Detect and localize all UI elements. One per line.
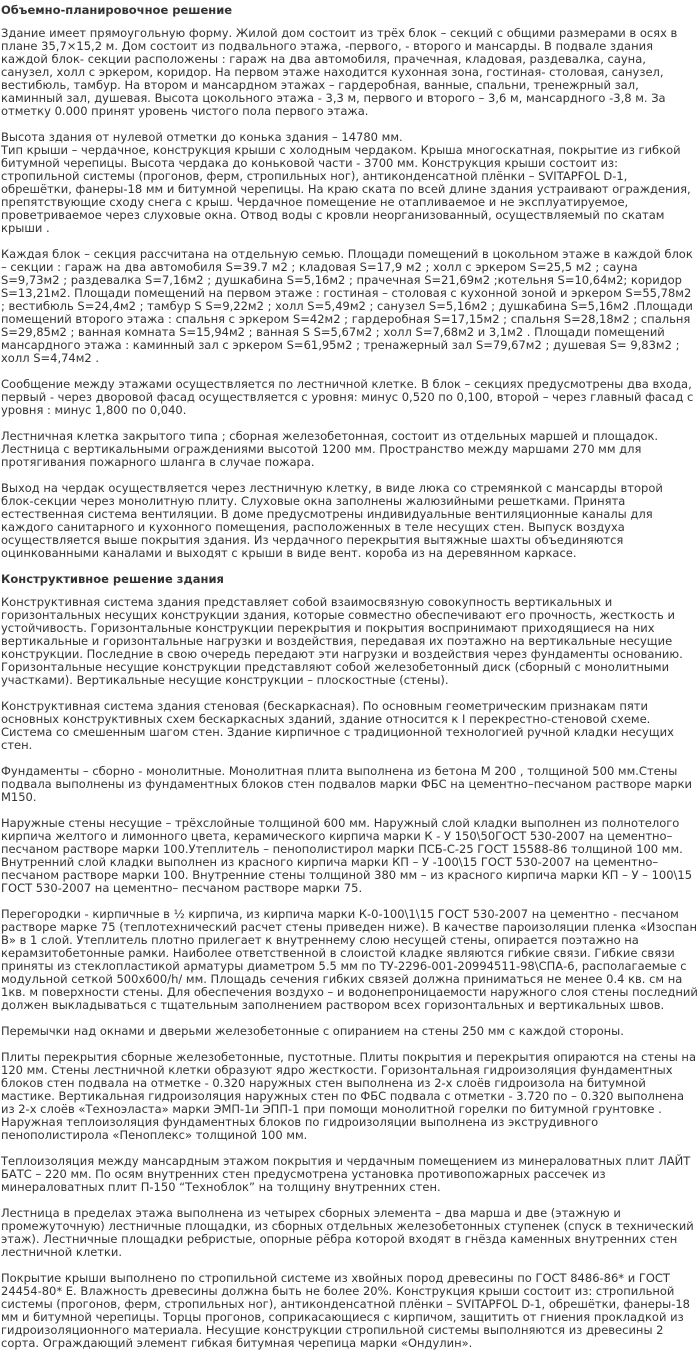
- paragraph: Перемычки над окнами и дверьми железобетонные с опиранием на стены 250 мм с каждой стороны.: [1, 1024, 624, 1038]
- paragraph: Сообщение между этажами осуществляется по лестничной клетке. В блок – секциях предусмотрены два входа, первый - через дворовой фасад осуществляется с уровня: минус 0,520 по 0,100, второй – через главный фасад с уровня : минус 1,800 по 0,040.: [1, 377, 694, 417]
- paragraph: Лестница в пределах этажа выполнена из четырех сборных элемента – два марша и две (этажную и промежуточную) лестничные площадки, из сборных отдельных железобетонных ступенек (спуск в технический этаж). Лестничные площадки ребристые, опорные рёбра которой входят в гнёзда каменных внутренних стен лестничной клетки.: [1, 1206, 694, 1259]
- section-heading-planning: Объемно-планировочное решение: [1, 3, 233, 17]
- paragraph: Теплоизоляция между мансардным этажом покрытия и чердачным помещением из минераловатных плит ЛАЙТ БАТС – 220 мм. По осям внутренних стен предусмотрена установка противопожарных рассечек из минераловатных плит П-150 “Технoблок” на толщину внутренних стен.: [1, 1154, 691, 1194]
- paragraph: Конструктивная система здания представляет собой взаимосвязную совокупность вертикальных и горизонтальных несущих конструкции здания, которые совместно обеспечивают его прочность, жесткость и устойчивость. Горизонтальные конструкции перекрытия и покрытия воспринимают приходящиеся на них вертикальные и горизонтальные нагрузки и воздействия, передавая их поэтажно на вертикальные несущие конструкции. Последние в свою очередь передают эти нагрузки и воздействия через фундаменты основанию. Горизонтальные несущие конструкции представляют собой железобетонный диск (сборный с монолитными участками). Вертикальные несущие конструкции – плоскостные (стены).: [1, 595, 683, 687]
- paragraph: Плиты перекрытия сборные железобетонные, пустотные. Плиты покрытия и перекрытия опираются на стены на 120 мм. Стены лестничной клетки образуют ядро жесткости. Горизонтальная гидроизоляция фундаментных блоков стен подвала на отметке - 0.320 наружных стен выполнена из 2-х слоёв гидроизола на битумной мастике. Вертикальная гидроизоляция наружных стен по ФБС подвала с отметки - 3.720 по – 0.320 выполнена из 2-х слоёв «Техноэласта» марки ЭМП-1и ЭПП-1 при помощи монолитной горелки по битумной грунтовке . Наружная теплоизоляция фундаментных блоков по гидроизоляции выполнена из экструдивного пенополистирола «Пеноплекс» толщиной 100 мм.: [1, 1050, 697, 1142]
- paragraph: Выход на чердак осуществляется через лестничную клетку, в виде люка со стремянкой с мансарды второй блок-секции через монолитную плиту. Слуховые окна заполнены жалюзийными решетками. Принята естественная система вентиляции. В доме предусмотрены индивидуальные вентиляционные каналы для каждого санитарного и кухонного помещения, расположенных в теле несущих стен. Выпуск воздуха осуществляется выше покрытия здания. Из чердачного перекрытия вытяжные шахты объединяются оцинкованными каналами и выходят с крыши в виде вент. короба из на деревянном каркасе.: [1, 481, 663, 560]
- document-page: [0, 4, 698, 1350]
- paragraph: Наружные стены несущие – трёхслойные толщиной 600 мм. Наружный слой кладки выполнен из полнотелого кирпича желтого и лимонного цвета, керамического кирпича марки К - У 150\50ГОСТ 530-2007 на цементно–песчаном растворе марки 100.Утеплитель – пенополистирол марки ПСБ-С-25 ГОСТ 15588-86 толщиной 100 мм. Внутренний слой кладки выполнен из красного кирпича марки КП – У -100\15 ГОСТ 530-2007 на цементно–песчаном растворе марки 100. Внутренние стены толщиной 380 мм – из красного кирпича марки КП – У – 100\15 ГОСТ 530-2007 на цементно– песчаном растворе марки 75.: [1, 816, 693, 895]
- paragraph: Каждая блок – секция рассчитана на отдельную семью. Площади помещений в цокольном этаже в каждой блок – секции : гараж на два автомобиля S=39.7 м2 ; кладовая S=17,9 м2 ; холл с эркером S=25,5 м2 ; сауна S=9,73м2 ; раздевалка S=7,16м2 ; душкабина S=5,16м2 ; прачечная S=21,69м2 ;котельня S=10,64м2; коридор S=13,21м2. Площади помещений на первом этаже : гостиная – столовая с кухонной зоной и эркером S=55,78м2 ; вестибюль S=24,4м2 ; тамбур S S=9,22м2 ; холл S=5,49м2 ; санузел S=5,16м2 ; душкабина S=5,16м2 .Площади помещений второго этажа : спальня с эркером S=42м2 ; гардеробная S=17,15м2 ; спальня S=28,18м2 ; спальня S=29,85м2 ; ванная комната S=15,94м2 ; ванная S S=5,67м2 ; холл S=7,68м2 и 3,1м2 . Площади помещений мансардного этажа : каминный зал с эркером S=61,95м2 ; тренажерный зал S=79,67м2 ; душевая S= 9,83м2 ; холл S=4,74м2 .: [1, 247, 693, 365]
- paragraph: Покрытие крыши выполнено по стропильной системе из хвойных пород древесины по ГОСТ 8486-86* и ГОСТ 24454-80* Е. Влажность древесины должна быть не более 20%. Конструкция крыши состоит из: стропильной системы (прогонов, ферм, стропильных ног), антиконденсатной плёнки – SVITAPFOL D-1, обрешётки, фанеры-18 мм и битумной черепицы. Торцы прогонов, соприкасающиеся с кирпичом, защитить от гниения прокладкой из гидроизоляционного материала. Несущие конструкции стропильной системы выполняются из древесины 2 сорта. Ограждающий элемент гибкая битумная черепица марки «Ондулин».: [1, 1271, 690, 1350]
- paragraph: Перегородки - кирпичные в ½ кирпича, из кирпича марки К-0-100\1\15 ГОСТ 530-2007 на цементно - песчаном растворе марке 75 (теплотехнический расчет стены приведен ниже). В качестве пароизоляции пленка «Изоспан В» в 1 слой. Утеплитель плотно прилегает к внутреннему слою несущей стены, опирается поэтажно на керамзитобетонные рамки. Наиболее ответственной в слоистой кладке являются гибкие связи. Гибкие связи приняты из стеклопластикой арматуры диаметром 5.5 мм по ТУ-2296-001-20994511-98\СПА-6, располагаемые с модульной сеткой 500х600/h/ мм. Площадь сечения гибких связей должна приниматься не менее 0.4 кв. см на 1кв. м поверхности стены. Для обеспечения воздухо – и водонепроницаемости наружного слоя стены последний должен выкладываться с тщательным заполнением раствором всех горизонтальных и вертикальных швов.: [1, 907, 698, 1012]
- paragraph: Лестничная клетка закрытого типа ; сборная железобетонная, состоит из отдельных маршей и площадок. Лестница с вертикальными ограждениями высотой 1200 мм. Пространство между маршами 270 мм для протягивания пожарного шланга в случае пожара.: [1, 429, 659, 469]
- paragraph: Фундаменты – сборно - монолитные. Монолитная плита выполнена из бетона М 200 , толщиной 500 мм.Стены подвала выполнены из фундаментных блоков стен подвалов марки ФБС на цементно–песчаном растворе марки М150.: [1, 764, 693, 804]
- paragraph: Высота здания от нулевой отметки до конька здания – 14780 мм. Тип крыши – чердачное, конструкция крыши с холодным чердаком. Крыша многоскатная, покрытие из гибкой битумной черепицы. Высота чердака до коньковой части - 3700 мм. Конструкция крыши состоит из: стропильной системы (прогонов, ферм, стропильных ног), антиконденсатной плёнки – SVITAPFOL D-1, обрешётки, фанеры-18 мм и битумной черепицы. На краю ската по всей длине здания устраивают ограждения, препятствующие сходу снега с крыш. Чердачное помещение не отапливаемое и не эксплуатируемое, проветриваемое через слуховые окна. Отвод воды с кровли неорганизованный, осуществляемый по скатам крыши .: [1, 130, 691, 235]
- section-heading-construction: Конструктивное решение здания: [1, 572, 224, 586]
- paragraph: Здание имеет прямоугольную форму. Жилой дом состоит из трёх блок – секций с общими размерами в осях в плане 35,7×15,2 м. Дом состоит из подвального этажа, -первого, - второго и мансарды. В подвале здания каждой блок- секции расположены : гараж на два автомобиля, прачечная, кладовая, раздевалка, сауна, санузел, холл с эркером, коридор. На первом этаже находится кухонная зона, гостиная- столовая, санузел, вестибюль, тамбур. На втором и мансардном этажах – гардеробная, ванные, спальни, тренежрный зал, каминный зал, душевая. Высота цокольного этажа - 3,3 м, первого и второго – 3,6 м, мансардного -3,8 м. За отметку 0.000 принят уровень чистого пола первого этажа.: [1, 26, 678, 118]
- paragraph: Конструктивная система здания стеновая (бескаркасная). По основным геометрическим признакам пяти основных конструктивных схем бескаркасных зданий, здание относится к I перекрестно-стеновой схеме. Система со смешенным шагом стен. Здание кирпичное с традиционной технологией ручной кладки несущих стен.: [1, 699, 674, 752]
